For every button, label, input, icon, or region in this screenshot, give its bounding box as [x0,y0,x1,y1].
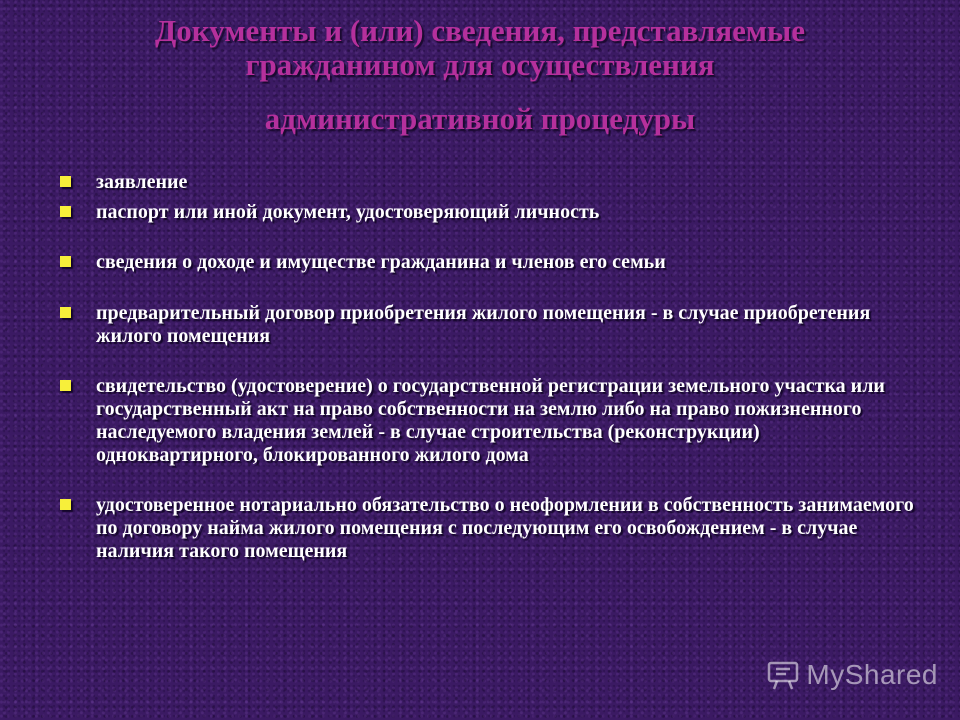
list-item [58,171,918,194]
watermark [766,658,938,692]
square-bullet-icon [60,307,71,318]
list-item-text: предварительный договор приобретения жилого помещения - в случае приобретения жилого помещения [96,302,871,347]
list-item-text: заявление [96,171,188,193]
document-list [58,171,918,563]
square-bullet-icon [60,176,71,187]
list-item-text: сведения о доходе и имуществе гражданина и членов его семьи [96,251,666,273]
list-item [58,375,918,467]
list-item [58,251,918,274]
presentation-board-icon [766,658,800,692]
slide-title [40,14,920,136]
square-bullet-icon [60,206,71,217]
list-item-text: удостоверенное нотариально обязательство о неоформлении в собственность занимаемого по договору найма жилого помещения с последующим его освобождением - в случае наличия такого помещения [96,494,914,562]
list-item [58,201,918,224]
list-item-text: паспорт или иной документ, удостоверяющий личность [96,201,600,223]
watermark-text: MyShared [806,659,938,690]
list-item [58,494,918,563]
square-bullet-icon [60,499,71,510]
title-line-1: Документы и (или) сведения, представляемые [154,13,805,48]
title-line-2: гражданином для осуществления [245,47,715,82]
list-item [58,302,918,348]
list-item-text: свидетельство (удостоверение) о государственной регистрации земельного участка или государственный акт на право собственности на землю либо на право пожизненного наследуемого владения землей - в случае строительства (реконструкции) одноквартирного, блокированного жилого дома [96,375,885,466]
square-bullet-icon [60,380,71,391]
title-line-3: административной процедуры [264,101,696,136]
square-bullet-icon [60,256,71,267]
